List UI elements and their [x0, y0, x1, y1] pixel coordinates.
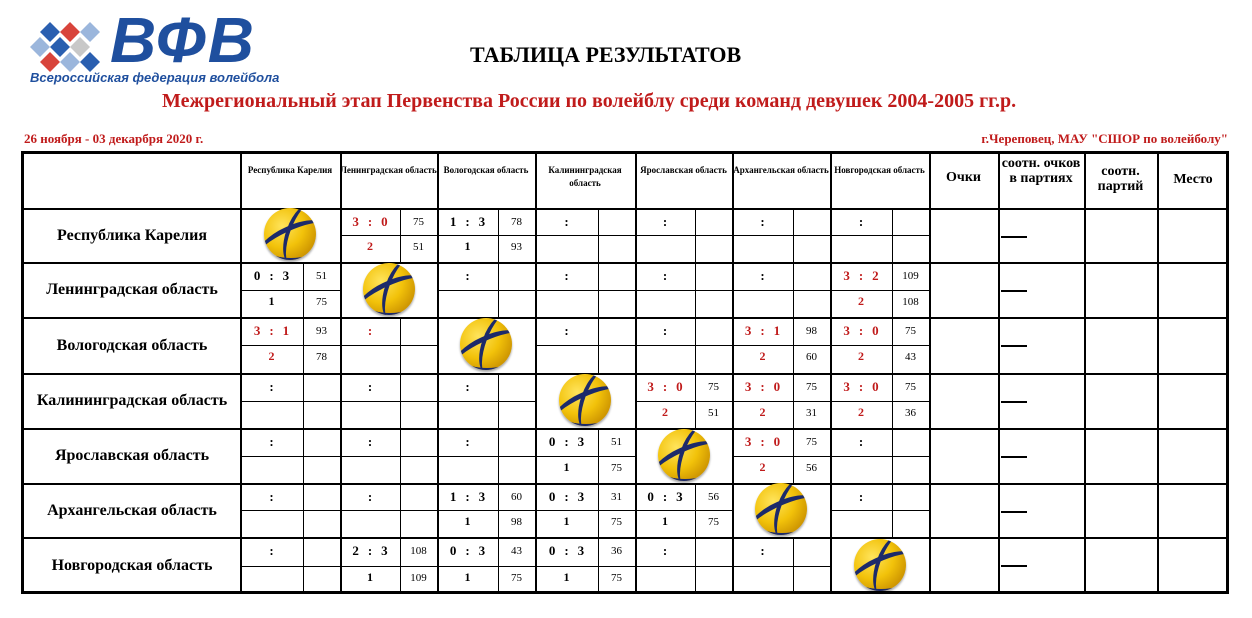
cell-midline — [340, 566, 437, 567]
score-separator: : — [367, 379, 373, 394]
score-home: 0 — [647, 489, 654, 504]
score-separator: : — [858, 323, 864, 338]
volleyball-icon — [755, 483, 807, 535]
score-home: 3 — [843, 379, 850, 394]
score-separator: : — [564, 434, 569, 449]
score-home: 3 — [843, 323, 850, 338]
match-score — [437, 434, 498, 450]
cell-midline — [635, 510, 732, 511]
score-away: 0 — [676, 379, 683, 394]
match-score — [240, 268, 303, 284]
score-separator: : — [662, 214, 668, 229]
point-ratio-line — [1001, 456, 1027, 458]
cell-midline — [437, 290, 535, 291]
team-name-label: Новгородская область — [51, 557, 213, 574]
score-separator: : — [269, 434, 274, 449]
cell-midline — [240, 566, 340, 567]
score-separator: : — [662, 323, 668, 338]
score-separator: : — [465, 214, 470, 229]
point-ratio-line — [1001, 565, 1027, 567]
points-scored: 109 — [902, 270, 919, 282]
event-venue: г.Череповец, МАУ "СШОР по волейболу" — [981, 131, 1228, 146]
score-home: 0 — [548, 543, 556, 558]
points-scored: 60 — [511, 491, 522, 503]
match-score — [340, 214, 400, 230]
score-away: 2 — [872, 268, 879, 283]
match-score — [340, 543, 400, 559]
score-separator: : — [367, 434, 373, 449]
score-home: 3 — [843, 268, 850, 283]
cell-midline — [732, 566, 830, 567]
match-score — [830, 214, 892, 230]
volleyball-icon — [363, 263, 415, 315]
team-name — [24, 317, 240, 373]
score-away: 3 — [577, 543, 585, 558]
cell-midline — [635, 566, 732, 567]
cell-midline — [635, 345, 732, 346]
match-score — [535, 434, 598, 450]
score-home: 3 — [744, 379, 752, 394]
score-separator: : — [760, 323, 765, 338]
points-column-header: Очки — [946, 170, 981, 185]
score-separator: : — [858, 379, 864, 394]
cell-midline — [732, 235, 830, 236]
cell-midline — [437, 401, 535, 402]
volleyball-icon — [854, 539, 906, 591]
points-conceded: 78 — [316, 351, 327, 363]
score-separator: : — [465, 379, 470, 394]
point-ratio-column-header: соотн. очков в партиях — [1001, 156, 1081, 186]
team-name-label: Вологодская область — [56, 336, 208, 354]
score-away: 1 — [773, 323, 781, 338]
score-separator: : — [760, 268, 765, 283]
score-separator: : — [760, 214, 765, 229]
match-score — [535, 214, 598, 230]
cell-midline — [732, 401, 830, 402]
team-name-label: Калининградская область — [36, 392, 228, 409]
score-away: 3 — [577, 434, 585, 449]
match-points: 2 — [759, 405, 766, 419]
match-score — [635, 489, 695, 505]
match-score — [830, 489, 892, 505]
match-score — [635, 379, 695, 395]
points-scored: 51 — [316, 270, 327, 282]
score-separator: : — [662, 489, 668, 504]
score-separator: : — [760, 434, 765, 449]
points-scored: 108 — [410, 545, 427, 557]
opponent-column-header: Республика Карелия — [247, 165, 333, 175]
score-separator: : — [662, 379, 668, 394]
match-points: 2 — [858, 294, 864, 308]
score-separator: : — [367, 489, 373, 504]
cell-midline — [340, 345, 437, 346]
cell-midline — [732, 345, 830, 346]
set-ratio-column-header: соотн. партий — [1097, 164, 1144, 194]
points-conceded: 109 — [410, 572, 427, 584]
score-home: 3 — [253, 323, 261, 338]
match-points: 1 — [563, 460, 570, 474]
match-score — [437, 489, 498, 505]
cell-midline — [437, 510, 535, 511]
match-score — [535, 489, 598, 505]
points-scored: 75 — [905, 381, 916, 393]
score-separator: : — [465, 489, 470, 504]
score-home: 0 — [253, 268, 261, 283]
match-score — [437, 543, 498, 559]
match-score — [830, 268, 892, 284]
points-scored: 43 — [511, 545, 522, 557]
cell-midline — [635, 401, 732, 402]
score-home: 0 — [449, 543, 457, 558]
cell-midline — [830, 510, 929, 511]
opponent-column-header: Калининградская область — [548, 165, 622, 188]
score-away: 3 — [478, 543, 486, 558]
results-table — [21, 151, 1229, 594]
match-score — [340, 489, 400, 505]
match-points: 1 — [662, 514, 668, 528]
point-ratio-line — [1001, 290, 1027, 292]
cell-midline — [340, 401, 437, 402]
points-conceded: 43 — [905, 351, 916, 363]
volleyball-icon — [559, 374, 611, 426]
match-points: 1 — [464, 570, 471, 584]
event-dates: 26 ноября - 03 декарбря 2020 г. — [24, 131, 204, 146]
match-score — [437, 379, 498, 395]
match-points: 1 — [563, 570, 570, 584]
points-scored: 31 — [611, 491, 622, 503]
score-home: 0 — [548, 434, 556, 449]
match-score — [732, 268, 793, 284]
logo-abbreviation: ВФВ — [110, 4, 256, 76]
cell-midline — [340, 510, 437, 511]
score-separator: : — [465, 543, 470, 558]
match-points: 1 — [464, 514, 471, 528]
cell-midline — [830, 456, 929, 457]
points-scored: 75 — [806, 436, 817, 448]
cell-midline — [535, 566, 635, 567]
match-score — [535, 323, 598, 339]
volleyball-icon — [264, 208, 316, 260]
score-home: 3 — [647, 379, 654, 394]
opponent-column-header: Архангельская область — [733, 165, 829, 175]
score-separator: : — [465, 434, 470, 449]
cell-midline — [535, 235, 635, 236]
team-name-label: Ярославская область — [54, 447, 210, 464]
team-name — [24, 483, 240, 537]
team-name-label: Архангельская область — [47, 501, 217, 519]
cell-midline — [340, 456, 437, 457]
point-ratio-line — [1001, 236, 1027, 238]
score-home: 2 — [352, 543, 359, 558]
place-column-header: Место — [1173, 172, 1213, 187]
points-conceded: 56 — [806, 462, 817, 474]
team-name — [24, 537, 240, 594]
score-away: 0 — [773, 434, 781, 449]
cell-midline — [535, 456, 635, 457]
score-home: 1 — [449, 214, 457, 229]
volleyball-icon — [658, 429, 710, 481]
points-conceded: 60 — [806, 351, 817, 363]
cell-midline — [240, 345, 340, 346]
logo-organization-name: Всероссийская федерация волейбола — [30, 70, 280, 85]
points-conceded: 36 — [905, 407, 916, 419]
match-score — [732, 379, 793, 395]
cell-midline — [830, 290, 929, 291]
match-score — [732, 543, 793, 559]
match-points: 2 — [858, 349, 864, 363]
match-score — [240, 489, 303, 505]
score-separator: : — [564, 214, 569, 229]
score-separator: : — [858, 214, 864, 229]
score-separator: : — [367, 214, 373, 229]
score-separator: : — [858, 434, 864, 449]
score-separator: : — [564, 489, 569, 504]
points-scored: 75 — [806, 381, 817, 393]
logo-mark-icon — [30, 12, 105, 74]
score-home: 1 — [449, 489, 457, 504]
cell-midline — [635, 235, 732, 236]
score-home: 3 — [352, 214, 359, 229]
cell-midline — [635, 290, 732, 291]
score-home: 3 — [744, 323, 752, 338]
cell-midline — [830, 345, 929, 346]
points-conceded: 75 — [611, 572, 622, 584]
page-title: ТАБЛИЦА РЕЗУЛЬТАТОВ — [470, 42, 742, 67]
cell-midline — [535, 290, 635, 291]
points-conceded: 108 — [902, 296, 919, 308]
match-points: 2 — [759, 349, 766, 363]
match-score — [535, 268, 598, 284]
match-score — [732, 323, 793, 339]
score-away: 0 — [381, 214, 388, 229]
points-conceded: 75 — [708, 516, 719, 528]
match-score — [240, 379, 303, 395]
match-score — [830, 323, 892, 339]
score-separator: : — [269, 489, 274, 504]
match-score — [830, 434, 892, 450]
match-score — [635, 214, 695, 230]
points-scored: 56 — [708, 491, 719, 503]
score-separator: : — [367, 543, 373, 558]
match-score — [830, 379, 892, 395]
match-points: 1 — [367, 570, 373, 584]
cell-midline — [830, 401, 929, 402]
cell-midline — [240, 510, 340, 511]
logo — [30, 4, 320, 88]
cell-midline — [240, 456, 340, 457]
cell-midline — [437, 566, 535, 567]
score-separator: : — [760, 379, 765, 394]
points-scored: 51 — [611, 436, 622, 448]
match-points: 2 — [858, 405, 864, 419]
team-name — [24, 262, 240, 317]
score-away: 3 — [676, 489, 683, 504]
score-away: 0 — [872, 323, 879, 338]
match-score — [340, 434, 400, 450]
score-separator: : — [760, 543, 765, 558]
point-ratio-line — [1001, 345, 1027, 347]
cell-midline — [732, 290, 830, 291]
score-separator: : — [269, 543, 274, 558]
match-points: 2 — [367, 239, 373, 253]
points-scored: 75 — [905, 325, 916, 337]
points-conceded: 51 — [708, 407, 719, 419]
cell-midline — [535, 345, 635, 346]
opponent-column-header: Вологодская область — [443, 165, 529, 175]
match-score — [340, 379, 400, 395]
points-conceded: 75 — [316, 296, 327, 308]
match-score — [535, 543, 598, 559]
points-scored: 98 — [806, 325, 817, 337]
score-separator: : — [564, 543, 569, 558]
score-separator: : — [662, 268, 668, 283]
score-separator: : — [465, 268, 470, 283]
points-scored: 36 — [611, 545, 622, 557]
points-conceded: 31 — [806, 407, 817, 419]
cell-midline — [437, 456, 535, 457]
match-points: 1 — [464, 239, 471, 253]
match-score — [240, 323, 303, 339]
points-scored: 93 — [316, 325, 327, 337]
points-scored: 75 — [413, 216, 424, 228]
match-score — [732, 434, 793, 450]
point-ratio-line — [1001, 511, 1027, 513]
match-score — [732, 214, 793, 230]
match-score — [240, 434, 303, 450]
point-ratio-line — [1001, 401, 1027, 403]
team-name — [24, 373, 240, 428]
score-separator: : — [367, 323, 373, 338]
points-scored: 78 — [511, 216, 522, 228]
match-score — [437, 268, 498, 284]
team-name — [24, 428, 240, 483]
points-conceded: 93 — [511, 241, 522, 253]
score-separator: : — [858, 489, 864, 504]
cell-midline — [535, 510, 635, 511]
cell-midline — [240, 401, 340, 402]
points-conceded: 75 — [511, 572, 522, 584]
opponent-column-header: Новгородская область — [834, 165, 925, 175]
score-separator: : — [858, 268, 864, 283]
opponent-column-header: Ярославская область — [640, 165, 727, 175]
points-conceded: 75 — [611, 516, 622, 528]
score-separator: : — [269, 323, 274, 338]
cell-midline — [340, 235, 437, 236]
score-away: 3 — [478, 214, 486, 229]
score-separator: : — [564, 323, 569, 338]
score-away: 0 — [773, 379, 781, 394]
score-separator: : — [269, 268, 274, 283]
team-name-label: Республика Карелия — [57, 226, 207, 244]
match-points: 1 — [563, 514, 570, 528]
page-subtitle: Межрегиональный этап Первенства России по волейблу среди команд девушек 2004-2005 гг.р. — [162, 90, 1017, 112]
match-score — [635, 268, 695, 284]
score-away: 3 — [282, 268, 290, 283]
score-separator: : — [564, 268, 569, 283]
score-away: 3 — [577, 489, 585, 504]
match-points: 1 — [268, 294, 275, 308]
match-points: 2 — [759, 460, 766, 474]
match-score — [635, 543, 695, 559]
opponent-column-header: Ленинградская область — [340, 165, 437, 175]
score-separator: : — [269, 379, 274, 394]
score-home: 0 — [548, 489, 556, 504]
match-score — [437, 214, 498, 230]
score-away: 1 — [282, 323, 290, 338]
score-away: 0 — [872, 379, 879, 394]
team-name-label: Ленинградская область — [46, 281, 218, 298]
cell-midline — [437, 235, 535, 236]
match-score — [635, 323, 695, 339]
score-away: 3 — [478, 489, 486, 504]
points-conceded: 75 — [611, 462, 622, 474]
match-points: 2 — [662, 405, 668, 419]
points-conceded: 51 — [413, 241, 424, 253]
points-scored: 75 — [708, 381, 719, 393]
score-home: 3 — [744, 434, 752, 449]
volleyball-icon — [460, 318, 512, 370]
team-name — [24, 208, 240, 262]
match-score — [340, 323, 400, 339]
cell-midline — [732, 456, 830, 457]
cell-midline — [830, 235, 929, 236]
match-points: 2 — [268, 349, 275, 363]
points-conceded: 98 — [511, 516, 522, 528]
cell-midline — [240, 290, 340, 291]
score-separator: : — [662, 543, 668, 558]
match-score — [240, 543, 303, 559]
score-away: 3 — [381, 543, 388, 558]
